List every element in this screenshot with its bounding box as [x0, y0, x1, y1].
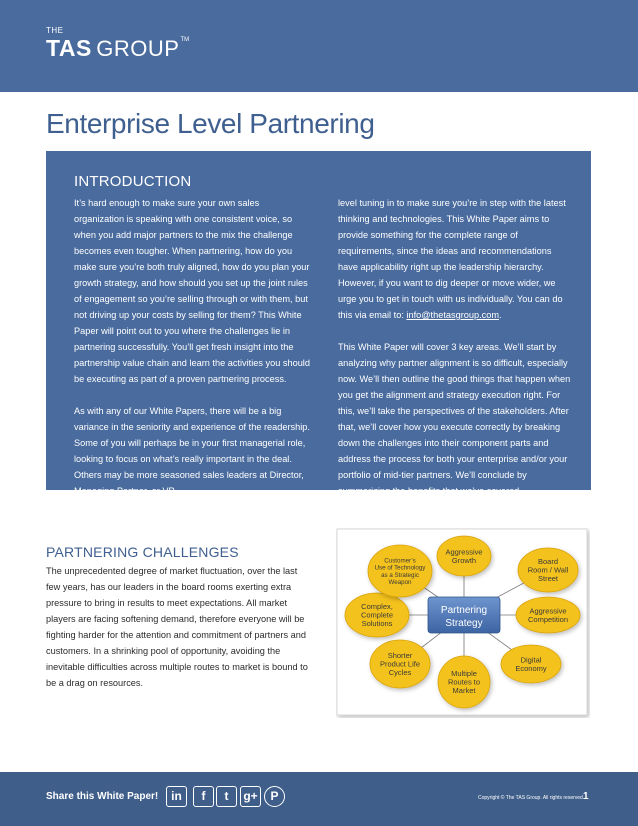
diagram-node-label: Market — [452, 686, 476, 696]
intro-paragraph-4: This White Paper will cover 3 key areas. We’ll start by analyzing why partner alignment is so difficult, especially now. We’ll then outline the good things that happen when you get the alignment and strategy execution right. For this, we’ll take the perspectives of the stakeholders. After that, we’ll cover how you execute correctly by breaking down the challenges into their component parts and address the process for both your enterprise and/or your portfolio of mid-tier partners. We’ll conclude by summarizing the benefits that we’ve covered. — [338, 342, 571, 496]
logo-group: GROUP — [96, 36, 180, 61]
pinterest-icon[interactable]: P — [264, 786, 285, 807]
header-banner — [0, 0, 638, 92]
footer-bar — [0, 772, 638, 826]
challenges-body: The unprecedented degree of market fluctuation, over the last few years, has our leaders in the board rooms exerting extra pressure to bring in results to meet expectations. All market players are facing softening demand, therefore everyone will be fighting harder for the attention and commitment of partners and customers. In a shrinking pool of opportunity, avoiding the inevitable difficulties across multiple routes to market is bound to be a drag on resources. — [46, 566, 308, 688]
diagram-node — [518, 548, 578, 592]
center-label-line-1: Partnering — [440, 605, 488, 616]
diagram-node-label: Street — [537, 574, 559, 584]
linkedin-icon[interactable]: in — [166, 786, 187, 807]
diagram-node-label: Weapon — [388, 578, 412, 586]
diagram-node-label: Customer’s — [384, 557, 416, 565]
introduction-box — [46, 151, 591, 496]
diagram-node-label: Complex, — [361, 602, 393, 612]
center-label-line-2: Strategy — [445, 618, 483, 629]
copyright-text: Copyright © The TAS Group. All rights reserved. — [478, 795, 585, 801]
intro-paragraph-3-text: level tuning in to make sure you’re in step with the latest thinking and technologies. This White Paper aims to provide something for the complete range of requirements, since the ideas and recommendations have applicability right up the leadership hierarchy. However, if you want to dig deeper or move wider, we urge you to get in touch with us individually. You can do this via email to: — [338, 198, 566, 320]
diagram-node-label: Room / Wall — [527, 565, 569, 575]
intro-column-left — [74, 195, 310, 515]
intro-paragraph-3-end: . — [499, 310, 502, 320]
diagram-node-label: as a Strategic — [381, 571, 419, 579]
intro-paragraph-3 — [338, 195, 572, 323]
diagram-node — [437, 536, 491, 576]
diagram-node-label: Cycles — [388, 668, 412, 678]
tas-group-logo — [46, 26, 189, 62]
diagram-node-label: Economy — [515, 663, 547, 673]
diagram-node-label: Use of Technology — [374, 564, 426, 572]
google-plus-icon[interactable]: g+ — [240, 786, 261, 807]
diagram-node-label: Competition — [527, 614, 569, 624]
intro-paragraph-2: As with any of our White Papers, there will be a big variance in the seniority and experience of the readership. Some of you will perhaps be in your first managerial role, looking to focus on what’s really important in the deal. Others may be more seasoned sales leaders at Director, Managing Partner, or VP — [74, 406, 310, 496]
diagram-node — [345, 593, 409, 637]
diagram-node-label: Aggressive — [445, 547, 483, 557]
logo-tm: TM — [180, 37, 190, 43]
logo-tas: TAS — [46, 35, 92, 61]
share-label: Share this White Paper! — [46, 791, 159, 802]
partnering-strategy-diagram — [336, 528, 590, 718]
page-number: 1 — [583, 791, 589, 802]
page-title: Enterprise Level Partnering — [46, 108, 375, 139]
diagram-node-label: Multiple — [451, 669, 477, 679]
twitter-icon[interactable]: t — [216, 786, 237, 807]
diagram-node — [501, 645, 561, 683]
diagram-node — [370, 640, 430, 688]
diagram-node-label: Routes to — [447, 677, 481, 687]
diagram-node-label: Shorter — [387, 651, 413, 661]
diagram-node — [438, 656, 490, 708]
introduction-heading: INTRODUCTION — [74, 173, 192, 190]
email-link[interactable]: info@thetasgroup.com — [406, 310, 499, 320]
diagram-node — [368, 545, 432, 597]
diagram-node — [516, 597, 580, 633]
diagram-node-label: Product Life — [379, 659, 421, 669]
diagram-node-label: Digital — [520, 655, 542, 665]
diagram-node-label: Growth — [451, 555, 477, 565]
diagram-node-label: Complete — [360, 610, 394, 620]
diagram-center — [428, 597, 500, 633]
intro-paragraph-1: It’s hard enough to make sure your own sales organization is speaking with one consistent voice, so when you add major partners to the mix the challenge becomes even tougher. When partnering, how do you make sure you’re both truly aligned, how do you plan your growth strategy, and how should you set up the joint rules of engagement so you’re selling through or with them, but not driving up your costs by selling for them? This White Paper will point out to you where the challenges lie in partnering successfully. You’ll get fresh insight into the partnership value chain and learn the activities you should be executing as part of a proven partnering process. — [74, 198, 310, 384]
facebook-icon[interactable]: f — [193, 786, 214, 807]
logo-the: THE — [46, 26, 64, 35]
diagram-node-label: Board — [537, 557, 559, 567]
challenges-heading: PARTNERING CHALLENGES — [46, 544, 239, 560]
intro-column-right — [338, 195, 572, 515]
diagram-node-label: Aggressive — [529, 606, 567, 616]
diagram-node-label: Solutions — [361, 619, 393, 629]
